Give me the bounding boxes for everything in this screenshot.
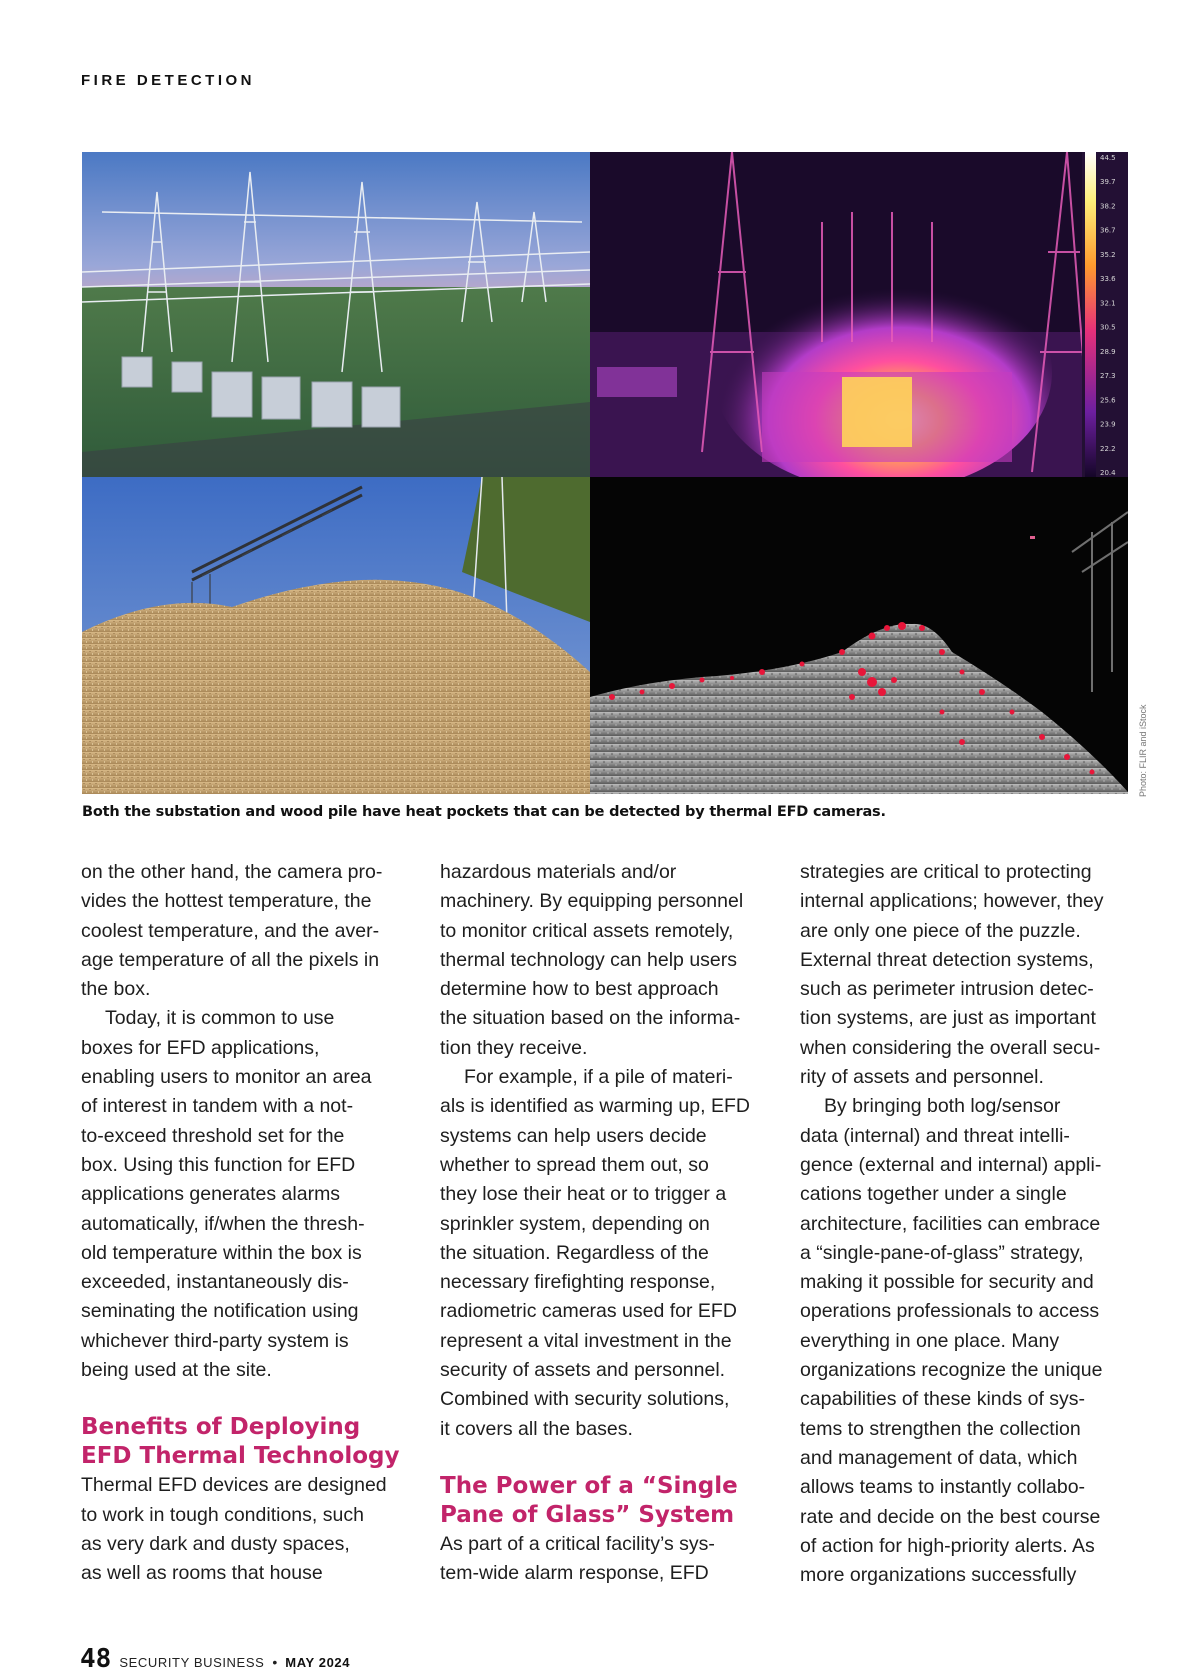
wood-pile-photo [82,477,590,794]
thermal-wood-pile-image [590,477,1128,794]
photo-credit: Photo: FLIR and iStock [1138,704,1148,797]
photo-collage [82,152,1128,794]
thermal-scale-label: 25.6 [1100,396,1116,405]
section-label: FIRE DETECTION [81,72,256,89]
thermal-substation-image [590,152,1128,492]
thermal-scale-label: 28.9 [1100,347,1116,356]
thermal-scale-label: 22.2 [1100,444,1116,453]
footer-separator: • [272,1654,278,1670]
thermal-scale-label: 44.5 [1100,154,1116,162]
paragraph: Today, it is common to use boxes for EFD applications, enabling users to monitor an area of interest in tandem with a not- to-exceed threshold set for the box. Using this function for EFD applications generates alarms automatically, if/when the thresh- old temperature within the box is exceeded, instantaneously dis- seminating the notification using whichever third-party system is being used at the site. [81,1007,372,1382]
section-heading: The Power of a “Single Pane of Glass” System [440,1472,738,1528]
thermal-scale-label: 30.5 [1100,323,1116,332]
substation-photo [82,152,590,477]
thermal-scale-label: 20.4 [1100,469,1116,477]
paragraph: Thermal EFD devices are designed to work in tough conditions, such as very dark and dusty spaces, as well as rooms that house [81,1474,387,1585]
thermal-scale-label: 32.1 [1100,299,1116,308]
article-column-3 [800,858,1130,1590]
thermal-scale-label: 39.7 [1100,178,1116,187]
article-column-2 [440,858,770,1589]
section-heading: Benefits of Deploying EFD Thermal Technology [81,1414,400,1470]
issue-date: MAY 2024 [285,1655,351,1670]
thermal-scale-label: 33.6 [1100,275,1116,284]
page-footer [80,1644,350,1674]
thermal-scale-label: 38.2 [1100,202,1116,211]
thermal-scale-label: 23.9 [1100,420,1116,429]
thermal-scale-label: 27.3 [1100,372,1116,381]
paragraph: For example, if a pile of materi- als is identified as warming up, EFD systems can help users decide whether to spread them out, so they lose their heat or to trigger a sprinkler system, depending on the situation. Regardless of the necessary firefighting response, radiometric cameras used for EFD represent a vital investment in the security of assets and personnel. Combined with security solutions, it covers all the bases. [440,1066,750,1440]
thermal-scale-label: 35.2 [1100,250,1116,259]
paragraph: hazardous materials and/or machinery. By equipping personnel to monitor critical assets remotely, thermal technology can help users determine how to best approach the situation based on the informa- tion they receive. [440,861,744,1059]
thermal-scale-label: 36.7 [1100,226,1116,235]
paragraph: on the other hand, the camera pro- vides the hottest temperature, the coolest temperature, and the aver- age temperature of all the pixels in the box. [81,861,383,1001]
paragraph: By bringing both log/sensor data (internal) and threat intelli- gence (external and internal) appli- cations together under a single architecture, facilities can embrace a “single-pane-of-glass” strategy, making it possible for security and operations professionals to access everything in one place. Many organizations recognize the unique capabilities of these kinds of sys- tems to strengthen the collection and management of data, which allows teams to instantly collabo- rate and decide on the best course of action for high-priority alerts. As more organizations successfully [800,1095,1103,1587]
article-column-1 [81,858,411,1589]
figure-caption: Both the substation and wood pile have heat pockets that can be detected by thermal EFD cameras. [82,804,886,820]
paragraph: strategies are critical to protecting internal applications; however, they are only one piece of the puzzle. External threat detection systems, such as perimeter intrusion detec- tion systems, are just as important when considering the overall secu- rity of assets and personnel. [800,861,1104,1089]
publication-name: SECURITY BUSINESS [119,1655,265,1670]
paragraph: As part of a critical facility’s sys- tem-wide alarm response, EFD [440,1532,715,1585]
page-number: 48 [80,1644,112,1674]
